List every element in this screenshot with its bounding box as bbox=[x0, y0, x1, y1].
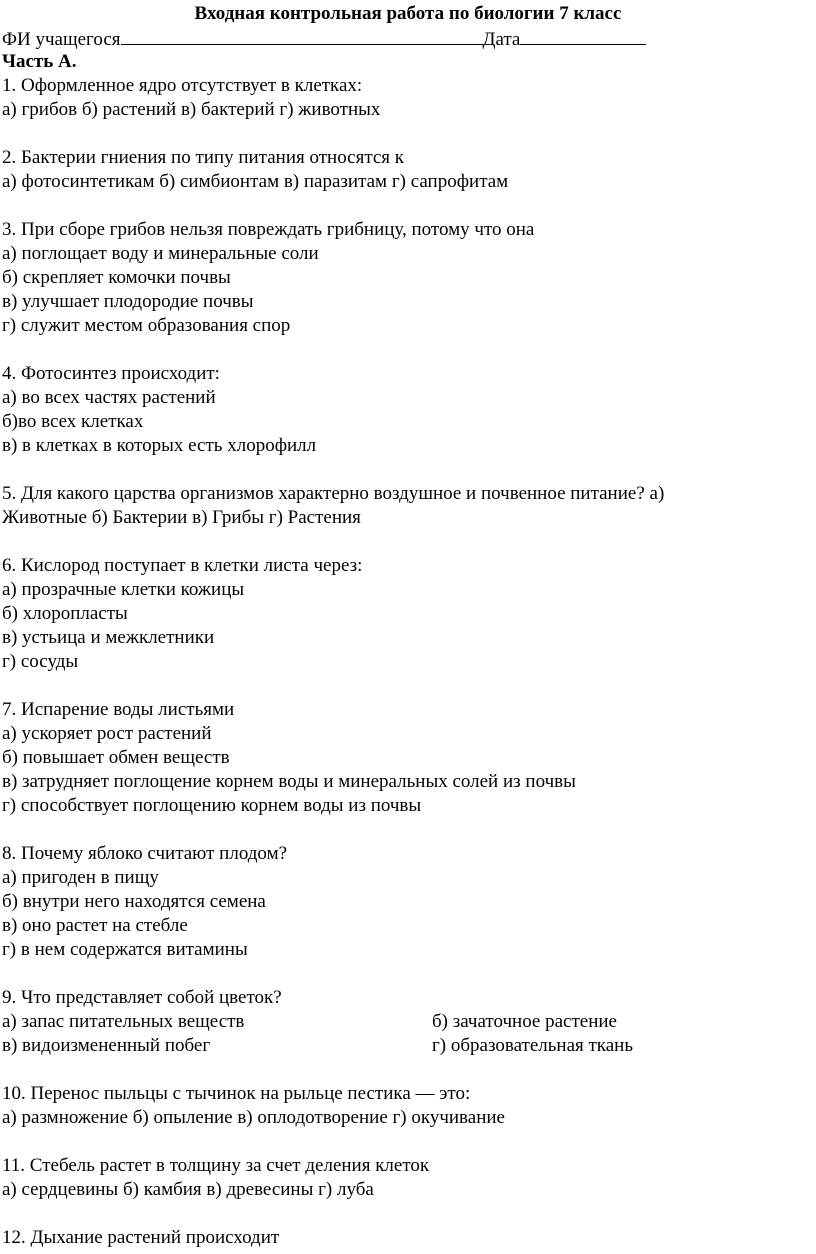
answer-line: в) в клетках в которых есть хлорофилл bbox=[2, 435, 317, 456]
answer-line: а) грибов б) растений в) бактерий г) животных bbox=[2, 99, 381, 120]
answer-line: а) ускоряет рост растений bbox=[2, 723, 212, 744]
question-6: 6. Кислород поступает в клетки листа через: bbox=[2, 555, 363, 576]
answer-line: б)во всех клетках bbox=[2, 411, 144, 432]
answer-line: г) служит местом образования спор bbox=[2, 315, 291, 336]
answer-line: а) во всех частях растений bbox=[2, 387, 216, 408]
question-1: 1. Оформленное ядро отсутствует в клетках: bbox=[2, 75, 363, 96]
answer-line: в) устьица и межклетники bbox=[2, 627, 215, 648]
answer-row bbox=[2, 1010, 812, 1034]
answer-line: б) внутри него находятся семена bbox=[2, 891, 266, 912]
question-4: 4. Фотосинтез происходит: bbox=[2, 363, 220, 384]
question-9: 9. Что представляет собой цветок? bbox=[2, 987, 282, 1008]
answer-line: а) поглощает воду и минеральные соли bbox=[2, 243, 319, 264]
answer-line: а) фотосинтетикам б) симбионтам в) паразитам г) сапрофитам bbox=[2, 171, 509, 192]
student-name-label: ФИ учащегося bbox=[2, 29, 121, 50]
answer-option: г) образовательная ткань bbox=[432, 1035, 634, 1056]
question-12: 12. Дыхание растений происходит bbox=[2, 1227, 280, 1248]
answer-option: б) зачаточное растение bbox=[432, 1011, 617, 1032]
part-heading: Часть А. bbox=[2, 51, 77, 72]
answer-line: б) повышает обмен веществ bbox=[2, 747, 230, 768]
question-2: 2. Бактерии гниения по типу питания относятся к bbox=[2, 147, 405, 168]
answer-line: г) сосуды bbox=[2, 651, 79, 672]
question-11: 11. Стебель растет в толщину за счет деления клеток bbox=[2, 1155, 430, 1176]
student-name-row bbox=[2, 26, 646, 52]
question-10: 10. Перенос пыльцы с тычинок на рыльце пестика — это: bbox=[2, 1083, 471, 1104]
answer-option: в) видоизмененный побег bbox=[2, 1035, 211, 1056]
question-7: 7. Испарение воды листьями bbox=[2, 699, 235, 720]
answer-row bbox=[2, 1034, 812, 1058]
answer-option: а) запас питательных веществ bbox=[2, 1011, 245, 1032]
question-8: 8. Почему яблоко считают плодом? bbox=[2, 843, 288, 864]
date-label: Дата bbox=[482, 29, 521, 50]
answer-line: а) прозрачные клетки кожицы bbox=[2, 579, 245, 600]
answer-line: а) размножение б) опыление в) оплодотворение г) окучивание bbox=[2, 1107, 505, 1128]
answer-line: в) оно растет на стебле bbox=[2, 915, 188, 936]
answer-line: б) хлоропласты bbox=[2, 603, 128, 624]
student-name-field[interactable] bbox=[121, 26, 483, 45]
answer-line: г) в нем содержатся витамины bbox=[2, 939, 248, 960]
page-title: Входная контрольная работа по биологии 7 класс bbox=[194, 3, 622, 24]
date-field[interactable] bbox=[520, 26, 646, 45]
answer-line: Животные б) Бактерии в) Грибы г) Растения bbox=[2, 507, 361, 528]
answer-line: а) сердцевины б) камбия в) древесины г) луба bbox=[2, 1179, 374, 1200]
answer-line: а) пригоден в пищу bbox=[2, 867, 159, 888]
question-5: 5. Для какого царства организмов характерно воздушное и почвенное питание? а) bbox=[2, 483, 665, 504]
answer-line: г) способствует поглощению корнем воды из почвы bbox=[2, 795, 422, 816]
answer-line: б) скрепляет комочки почвы bbox=[2, 267, 231, 288]
answer-line: в) затрудняет поглощение корнем воды и минеральных солей из почвы bbox=[2, 771, 576, 792]
answer-line: в) улучшает плодородие почвы bbox=[2, 291, 254, 312]
question-3: 3. При сборе грибов нельзя повреждать грибницу, потому что она bbox=[2, 219, 535, 240]
